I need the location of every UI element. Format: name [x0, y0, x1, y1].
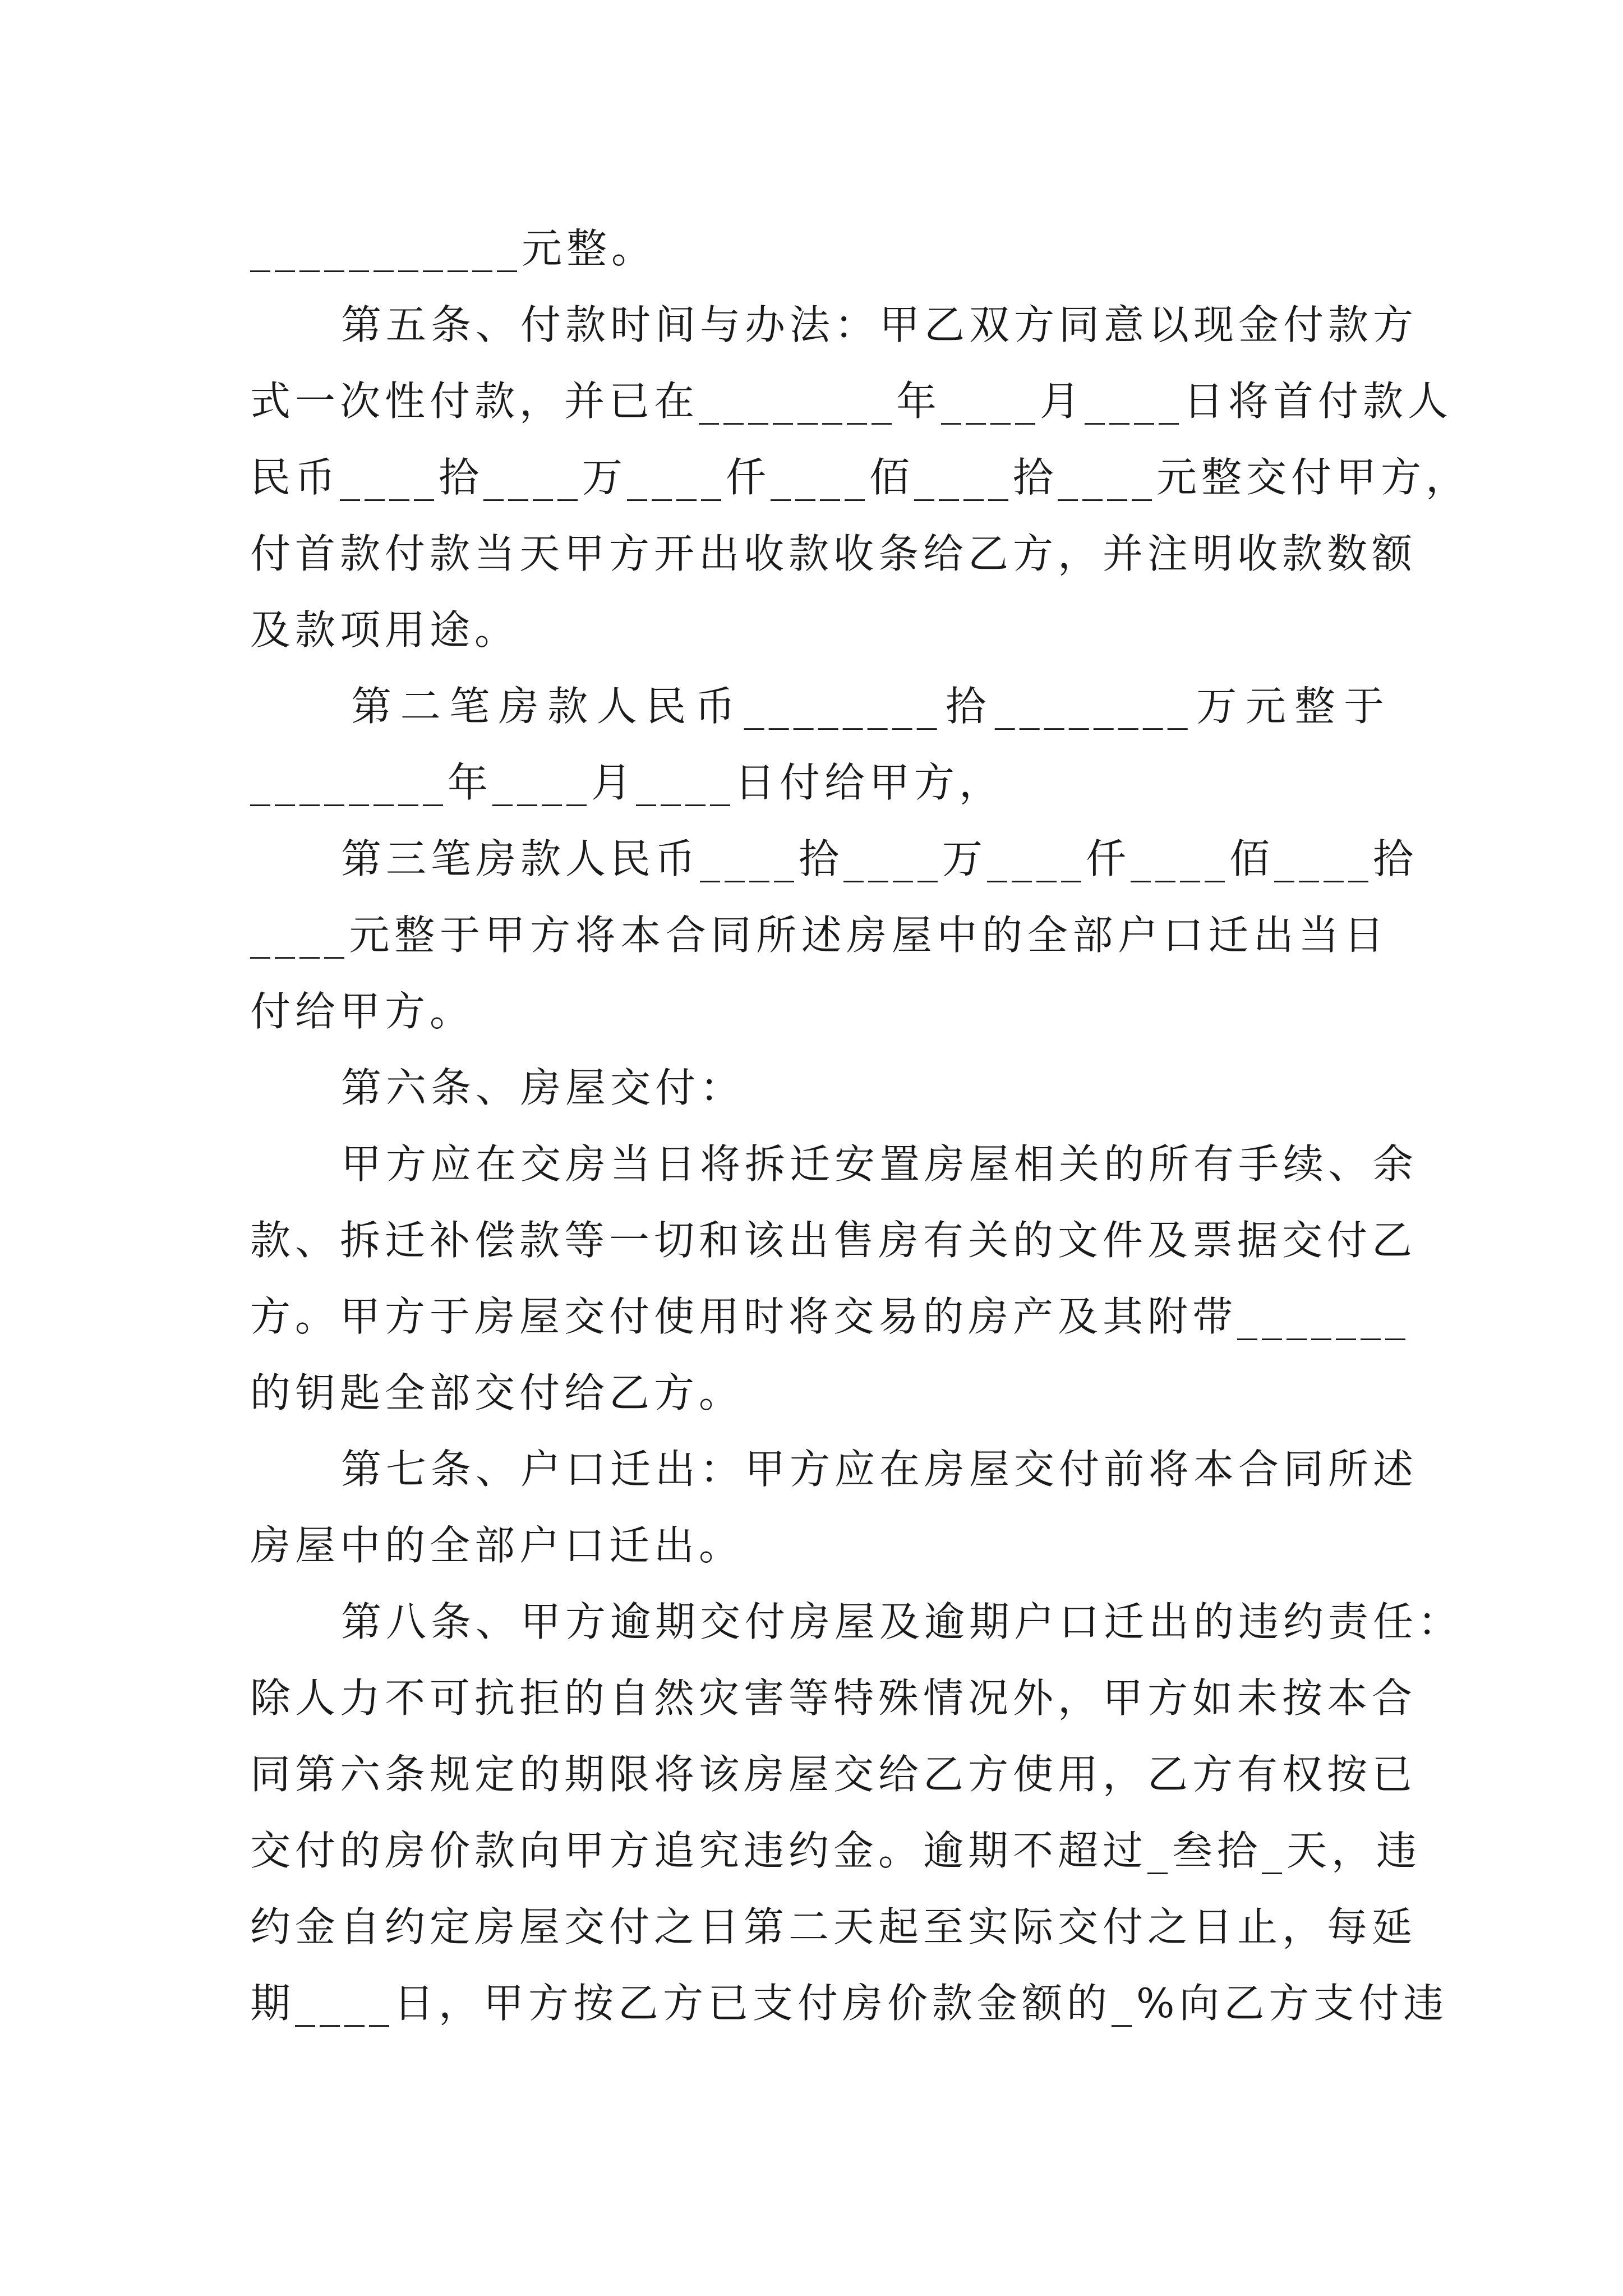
section-heading: 第六条、房屋交付： — [341, 1064, 745, 1111]
text-line: 式一次性付款，并已在________年____月____日将首付款人 — [250, 378, 1453, 425]
text-line: ____元整于甲方将本合同所述房屋中的全部户口迁出当日 — [250, 912, 1389, 959]
text-line: 房屋中的全部户口迁出。 — [250, 1522, 744, 1569]
text-line: 第二笔房款人民币________拾________万元整于 — [351, 683, 1389, 730]
text-line: 交付的房价款向甲方追究违约金。逾期不超过_叁拾_天，违 — [250, 1827, 1422, 1874]
text-line: 第七条、户口迁出：甲方应在房屋交付前将本合同所述 — [341, 1446, 1418, 1493]
text-line: 付首款付款当天甲方开出收款收条给乙方，并注明收款数额 — [250, 530, 1417, 577]
text-line: 同第六条规定的期限将该房屋交给乙方使用，乙方有权按已 — [250, 1751, 1417, 1798]
text-line: 第三笔房款人民币____拾____万____仟____佰____拾 — [341, 835, 1418, 882]
text-line: 的钥匙全部交付给乙方。 — [250, 1369, 744, 1416]
text-line: ________年____月____日付给甲方， — [250, 759, 1004, 806]
text-line: 第五条、付款时间与办法：甲乙双方同意以现金付款方 — [341, 301, 1418, 348]
text-line: 第八条、甲方逾期交付房屋及逾期户口迁出的违约责任： — [341, 1598, 1463, 1645]
text-line: 款、拆迁补偿款等一切和该出售房有关的文件及票据交付乙 — [250, 1217, 1417, 1264]
text-line: 方。甲方于房屋交付使用时将交易的房产及其附带_______ — [250, 1293, 1410, 1340]
text-line: 约金自约定房屋交付之日第二天起至实际交付之日止，每延 — [250, 1903, 1417, 1950]
text-line: 除人力不可抗拒的自然灾害等特殊情况外，甲方如未按本合 — [250, 1674, 1417, 1722]
text-line: ___________元整。 — [250, 225, 657, 272]
text-line: 付给甲方。 — [250, 988, 475, 1035]
text-line: 期____日，甲方按乙方已支付房价款金额的_%向乙方支付违 — [250, 1980, 1449, 2027]
text-line: 及款项用途。 — [250, 606, 520, 654]
text-line: 民币____拾____万____仟____佰____拾____元整交付甲方， — [250, 454, 1471, 501]
contract-text — [250, 210, 1471, 2041]
text-line: 甲方应在交房当日将拆迁安置房屋相关的所有手续、余 — [341, 1140, 1418, 1188]
